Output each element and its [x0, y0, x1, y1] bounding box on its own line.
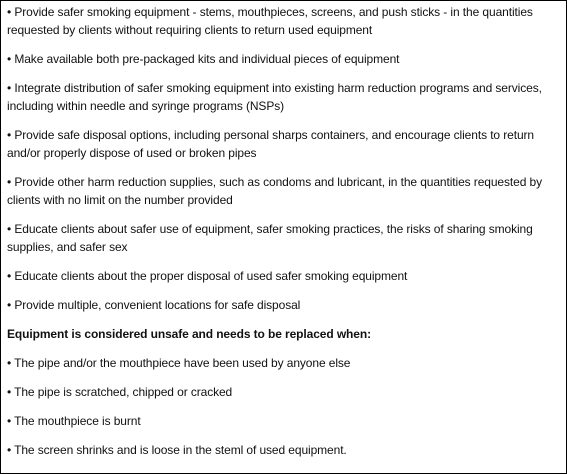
- bullet-item: • The screen shrinks and is loose in the steml of used equipment.: [7, 443, 347, 457]
- bullet-item: • Educate clients about the proper disposal of used safer smoking equipment: [7, 269, 408, 283]
- bullet-item: • The pipe is scratched, chipped or cracked: [7, 385, 233, 399]
- bullet-item: • Provide other harm reduction supplies, such as condoms and lubricant, in the quantities requested by clients with no limit on the number provided: [7, 175, 542, 207]
- bullet-item: • The mouthpiece is burnt: [7, 414, 141, 428]
- guidance-content: [7, 3, 563, 470]
- bullet-item: • Provide multiple, convenient locations for safe disposal: [7, 298, 301, 312]
- bullet-item: • Provide safer smoking equipment - stems, mouthpieces, screens, and push sticks - in the quantities requested by clients without requiring clients to return used equipment: [7, 5, 533, 37]
- bullet-item: • Educate clients about safer use of equipment, safer smoking practices, the risks of sharing smoking supplies, and safer sex: [7, 222, 533, 254]
- bullet-item: • Provide safe disposal options, including personal sharps containers, and encourage clients to return and/or properly dispose of used or broken pipes: [7, 128, 534, 160]
- section-heading: Equipment is considered unsafe and needs to be replaced when:: [7, 327, 371, 341]
- bullet-item: • Integrate distribution of safer smoking equipment into existing harm reduction programs and services, including within needle and syringe programs (NSPs): [7, 81, 542, 113]
- bullet-item: • The pipe and/or the mouthpiece have been used by anyone else: [7, 356, 351, 370]
- bullet-item: • Make available both pre-packaged kits and individual pieces of equipment: [7, 52, 400, 66]
